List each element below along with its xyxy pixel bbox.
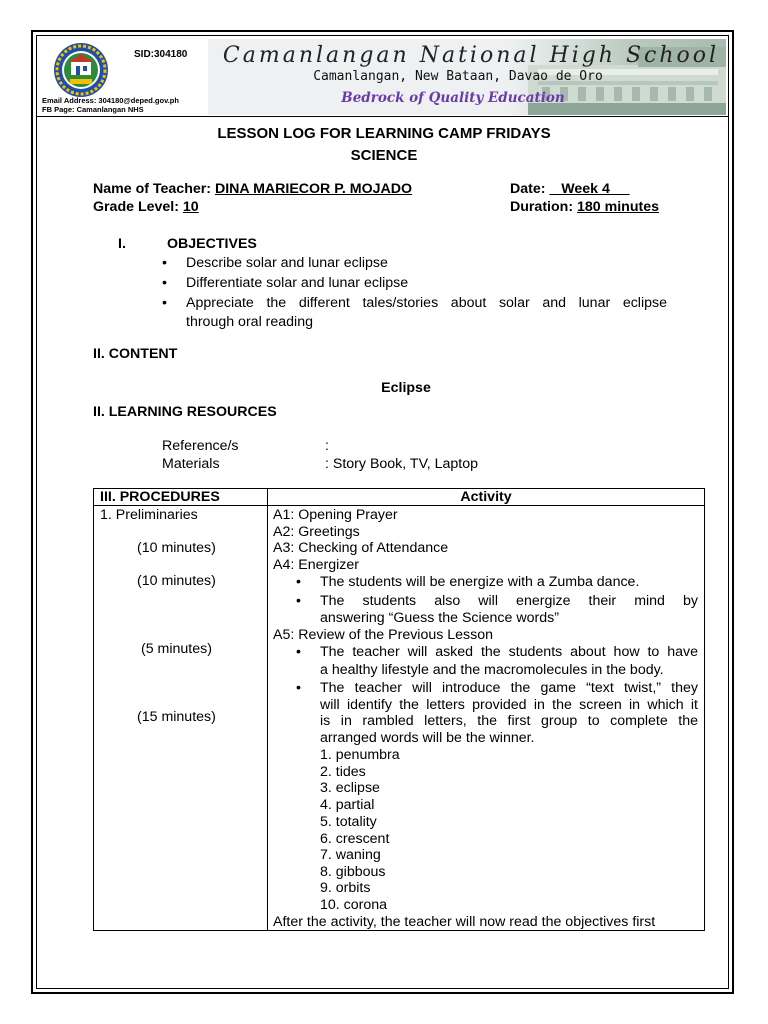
procedures-header: III. PROCEDURES — [100, 489, 220, 505]
table-header-divider — [94, 505, 704, 506]
activity-bullet-continued: answering “Guess the Science words” — [320, 610, 559, 626]
school-address: Camanlangan, New Bataan, Davao de Oro — [313, 69, 603, 84]
document-subject: SCIENCE — [350, 147, 418, 164]
materials-value: : Story Book, TV, Laptop — [325, 456, 479, 472]
grade-label: Grade Level: — [93, 199, 179, 215]
word-list-item: 1. penumbra — [320, 747, 400, 763]
word-list-item: 5. totality — [320, 814, 377, 830]
word-list-item: 10. corona — [320, 897, 388, 913]
school-banner — [208, 39, 726, 115]
grade-field — [93, 199, 199, 215]
school-seal-icon — [48, 41, 114, 99]
content-topic: Eclipse — [381, 380, 431, 396]
references-value: : — [325, 438, 329, 454]
word-list-item: 9. orbits — [320, 880, 371, 896]
word-list-item: 2. tides — [320, 764, 366, 780]
activity-bullet: • The teacher will introduce the game “text twist,” they — [320, 680, 698, 696]
activity-line: A5: Review of the Previous Lesson — [273, 627, 494, 643]
activity-bullet: • The students will be energize with a Zumba dance. — [320, 574, 639, 590]
objective-item-continued: through oral reading — [186, 314, 313, 330]
date-label: Date: — [510, 181, 546, 197]
materials-label: Materials — [162, 456, 220, 472]
activity-bullet: • The students also will energize their mind by — [320, 593, 698, 609]
resources-heading: II. LEARNING RESOURCES — [93, 404, 277, 420]
activity-bullet-continued: a healthy lifestyle and the macromolecules in the body. — [320, 662, 664, 678]
email-address: Email Address: 304180@deped.gov.ph — [42, 96, 179, 105]
references-label: Reference/s — [162, 438, 239, 454]
contact-info — [42, 97, 179, 114]
activity-line: A3: Checking of Attendance — [273, 540, 449, 556]
objective-item: • Describe solar and lunar eclipse — [186, 255, 388, 271]
activity-bullet: • The teacher will asked the students about how to have — [320, 644, 698, 660]
activity-line: A2: Greetings — [273, 524, 360, 540]
school-motto: Bedrock of Quality Education — [341, 90, 565, 106]
time-allotment: (10 minutes) — [137, 573, 216, 589]
procedure-step: 1. Preliminaries — [100, 507, 198, 523]
teacher-label: Name of Teacher: — [93, 181, 212, 197]
header-divider — [36, 116, 729, 117]
word-list-item: 4. partial — [320, 797, 375, 813]
activity-header: Activity — [460, 489, 512, 505]
table-column-divider — [267, 489, 268, 930]
teacher-field — [93, 181, 412, 197]
objectives-numeral: I. — [118, 236, 126, 252]
activity-line: A4: Energizer — [273, 557, 359, 573]
document-title: LESSON LOG FOR LEARNING CAMP FRIDAYS — [217, 125, 551, 142]
time-allotment: (10 minutes) — [137, 540, 216, 556]
time-allotment: (15 minutes) — [137, 709, 216, 725]
objective-item: • Appreciate the different tales/stories about solar and lunar eclipse — [186, 295, 667, 311]
duration-label: Duration: — [510, 199, 574, 215]
time-allotment: (5 minutes) — [141, 641, 212, 657]
school-id: SID:304180 — [134, 49, 188, 60]
activity-bullet-continued: arranged words will be the winner. — [320, 730, 535, 746]
objective-item: • Differentiate solar and lunar eclipse — [186, 275, 408, 291]
fb-page: FB Page: Camanlangan NHS — [42, 104, 144, 114]
duration-value: 180 minutes — [577, 199, 660, 215]
school-letterhead — [40, 39, 726, 115]
date-value: Week 4 — [549, 181, 630, 197]
duration-field — [510, 199, 659, 215]
school-name: Camanlangan National High School — [222, 43, 720, 68]
word-list-item: 7. waning — [320, 847, 381, 863]
activity-closing-line: After the activity, the teacher will now read the objectives first — [273, 914, 656, 930]
logo-panel — [40, 39, 208, 115]
content-heading: II. CONTENT — [93, 346, 178, 362]
date-field — [510, 181, 630, 197]
grade-value: 10 — [182, 199, 199, 215]
word-list-item: 3. eclipse — [320, 780, 380, 796]
activity-bullet-continued: will identify the letters provided in the screen in which it — [320, 697, 698, 713]
word-list-item: 6. crescent — [320, 831, 390, 847]
word-list-item: 8. gibbous — [320, 864, 386, 880]
activity-line: A1: Opening Prayer — [273, 507, 398, 523]
teacher-value: DINA MARIECOR P. MOJADO — [214, 181, 413, 197]
activity-bullet-continued: is in rambled letters, the first group to complete the — [320, 713, 698, 729]
objectives-heading: OBJECTIVES — [167, 236, 257, 252]
